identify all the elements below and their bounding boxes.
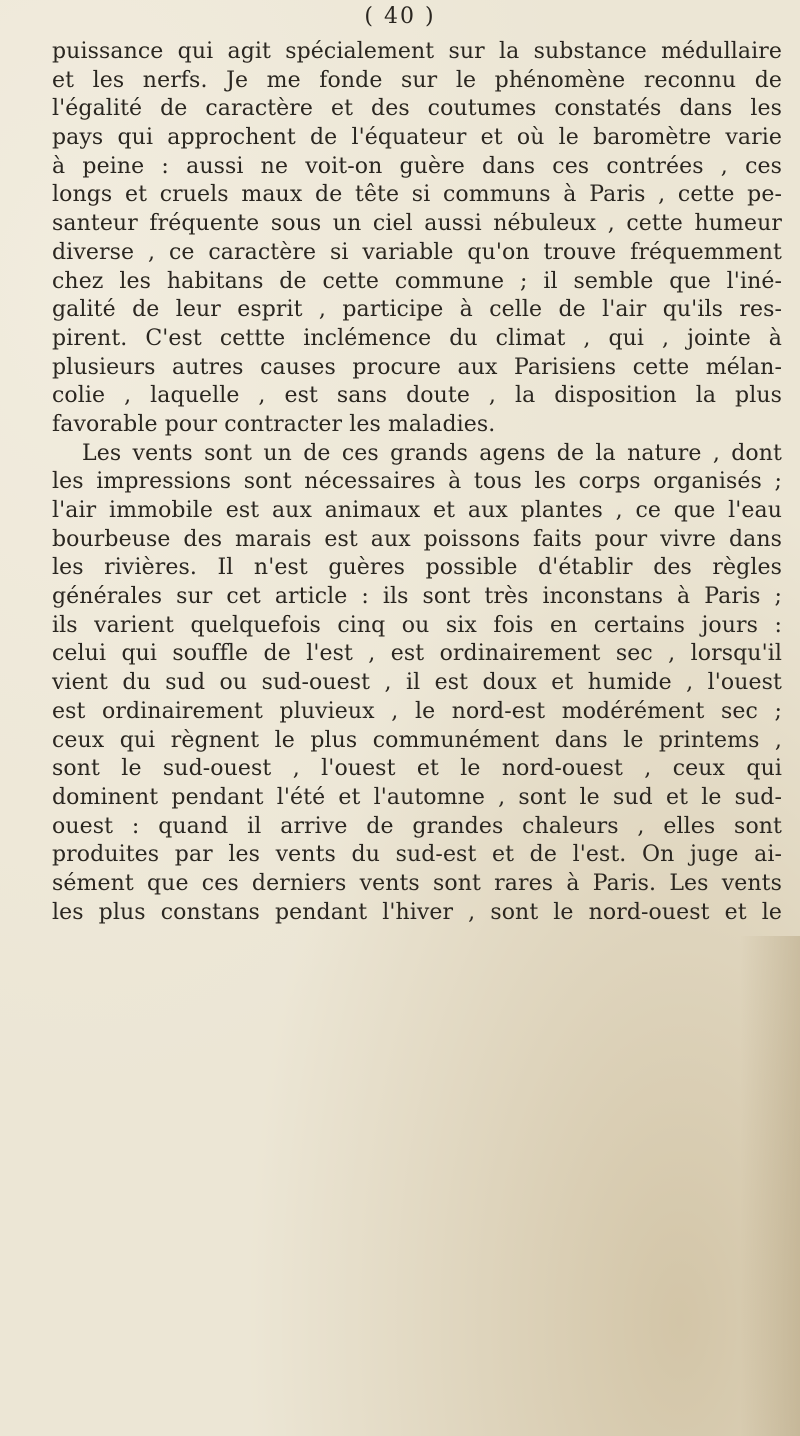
text-line: chez les habitans de cette commune ; il semble que l'iné- <box>52 268 782 294</box>
text-line: pirent. C'est cettte inclémence du climat , qui , jointe à <box>52 325 782 351</box>
page-number: ( 40 ) <box>364 4 436 29</box>
text-line: favorable pour contracter les maladies. <box>52 411 496 437</box>
text-line: vient du sud ou sud-ouest , il est doux et humide , l'ouest <box>52 670 782 696</box>
text-line: pays qui approchent de l'équateur et où le baromètre varie <box>52 125 782 151</box>
text-line: plusieurs autres causes procure aux Parisiens cette mélan- <box>52 354 782 380</box>
text-line: sont le sud-ouest , l'ouest et le nord-ouest , ceux qui <box>52 756 782 782</box>
text-line: l'égalité de caractère et des coutumes constatés dans les <box>52 96 782 122</box>
text-line: bourbeuse des marais est aux poissons faits pour vivre dans <box>52 526 782 552</box>
text-line: galité de leur esprit , participe à celle de l'air qu'ils res- <box>52 297 782 323</box>
text-line: ils varient quelquefois cinq ou six fois en certains jours : <box>52 612 782 638</box>
text-line: est ordinairement pluvieux , le nord-est modérément sec ; <box>52 698 782 724</box>
text-line: Les vents sont un de ces grands agens de la nature , dont <box>82 440 782 466</box>
text-line: longs et cruels maux de tête si communs à Paris , cette pe- <box>52 182 782 208</box>
text-line: l'air immobile est aux animaux et aux plantes , ce que l'eau <box>52 498 782 523</box>
text-line: colie , laquelle , est sans doute , la disposition la plus <box>52 383 782 409</box>
text-line: diverse , ce caractère si variable qu'on trouve fréquemment <box>52 239 782 265</box>
paper-stain <box>740 936 800 1436</box>
text-line: produites par les vents du sud-est et de l'est. On juge ai- <box>52 842 782 868</box>
text-line: santeur fréquente sous un ciel aussi nébuleux , cette humeur <box>52 211 782 237</box>
text-line: à peine : aussi ne voit-on guère dans ces contrées , ces <box>52 153 782 179</box>
body-text <box>52 38 782 927</box>
text-line: celui qui souffle de l'est , est ordinairement sec , lorsqu'il <box>52 641 782 667</box>
text-line: sément que ces derniers vents sont rares à Paris. Les vents <box>52 870 782 896</box>
text-line: générales sur cet article : ils sont très inconstans à Paris ; <box>52 584 782 610</box>
text-line: les rivières. Il n'est guères possible d'établir des règles <box>52 555 782 581</box>
text-line: les plus constans pendant l'hiver , sont le nord-ouest et le <box>52 899 782 925</box>
text-line: ouest : quand il arrive de grandes chaleurs , elles sont <box>52 813 782 839</box>
text-line: puissance qui agit spécialement sur la substance médullaire <box>52 39 782 64</box>
text-line: ceux qui règnent le plus communément dans le printems , <box>52 727 782 753</box>
text-line: et les nerfs. Je me fonde sur le phénomène reconnu de <box>52 67 782 93</box>
text-line: les impressions sont nécessaires à tous les corps organisés ; <box>52 469 782 495</box>
text-line: dominent pendant l'été et l'automne , sont le sud et le sud- <box>52 784 782 810</box>
